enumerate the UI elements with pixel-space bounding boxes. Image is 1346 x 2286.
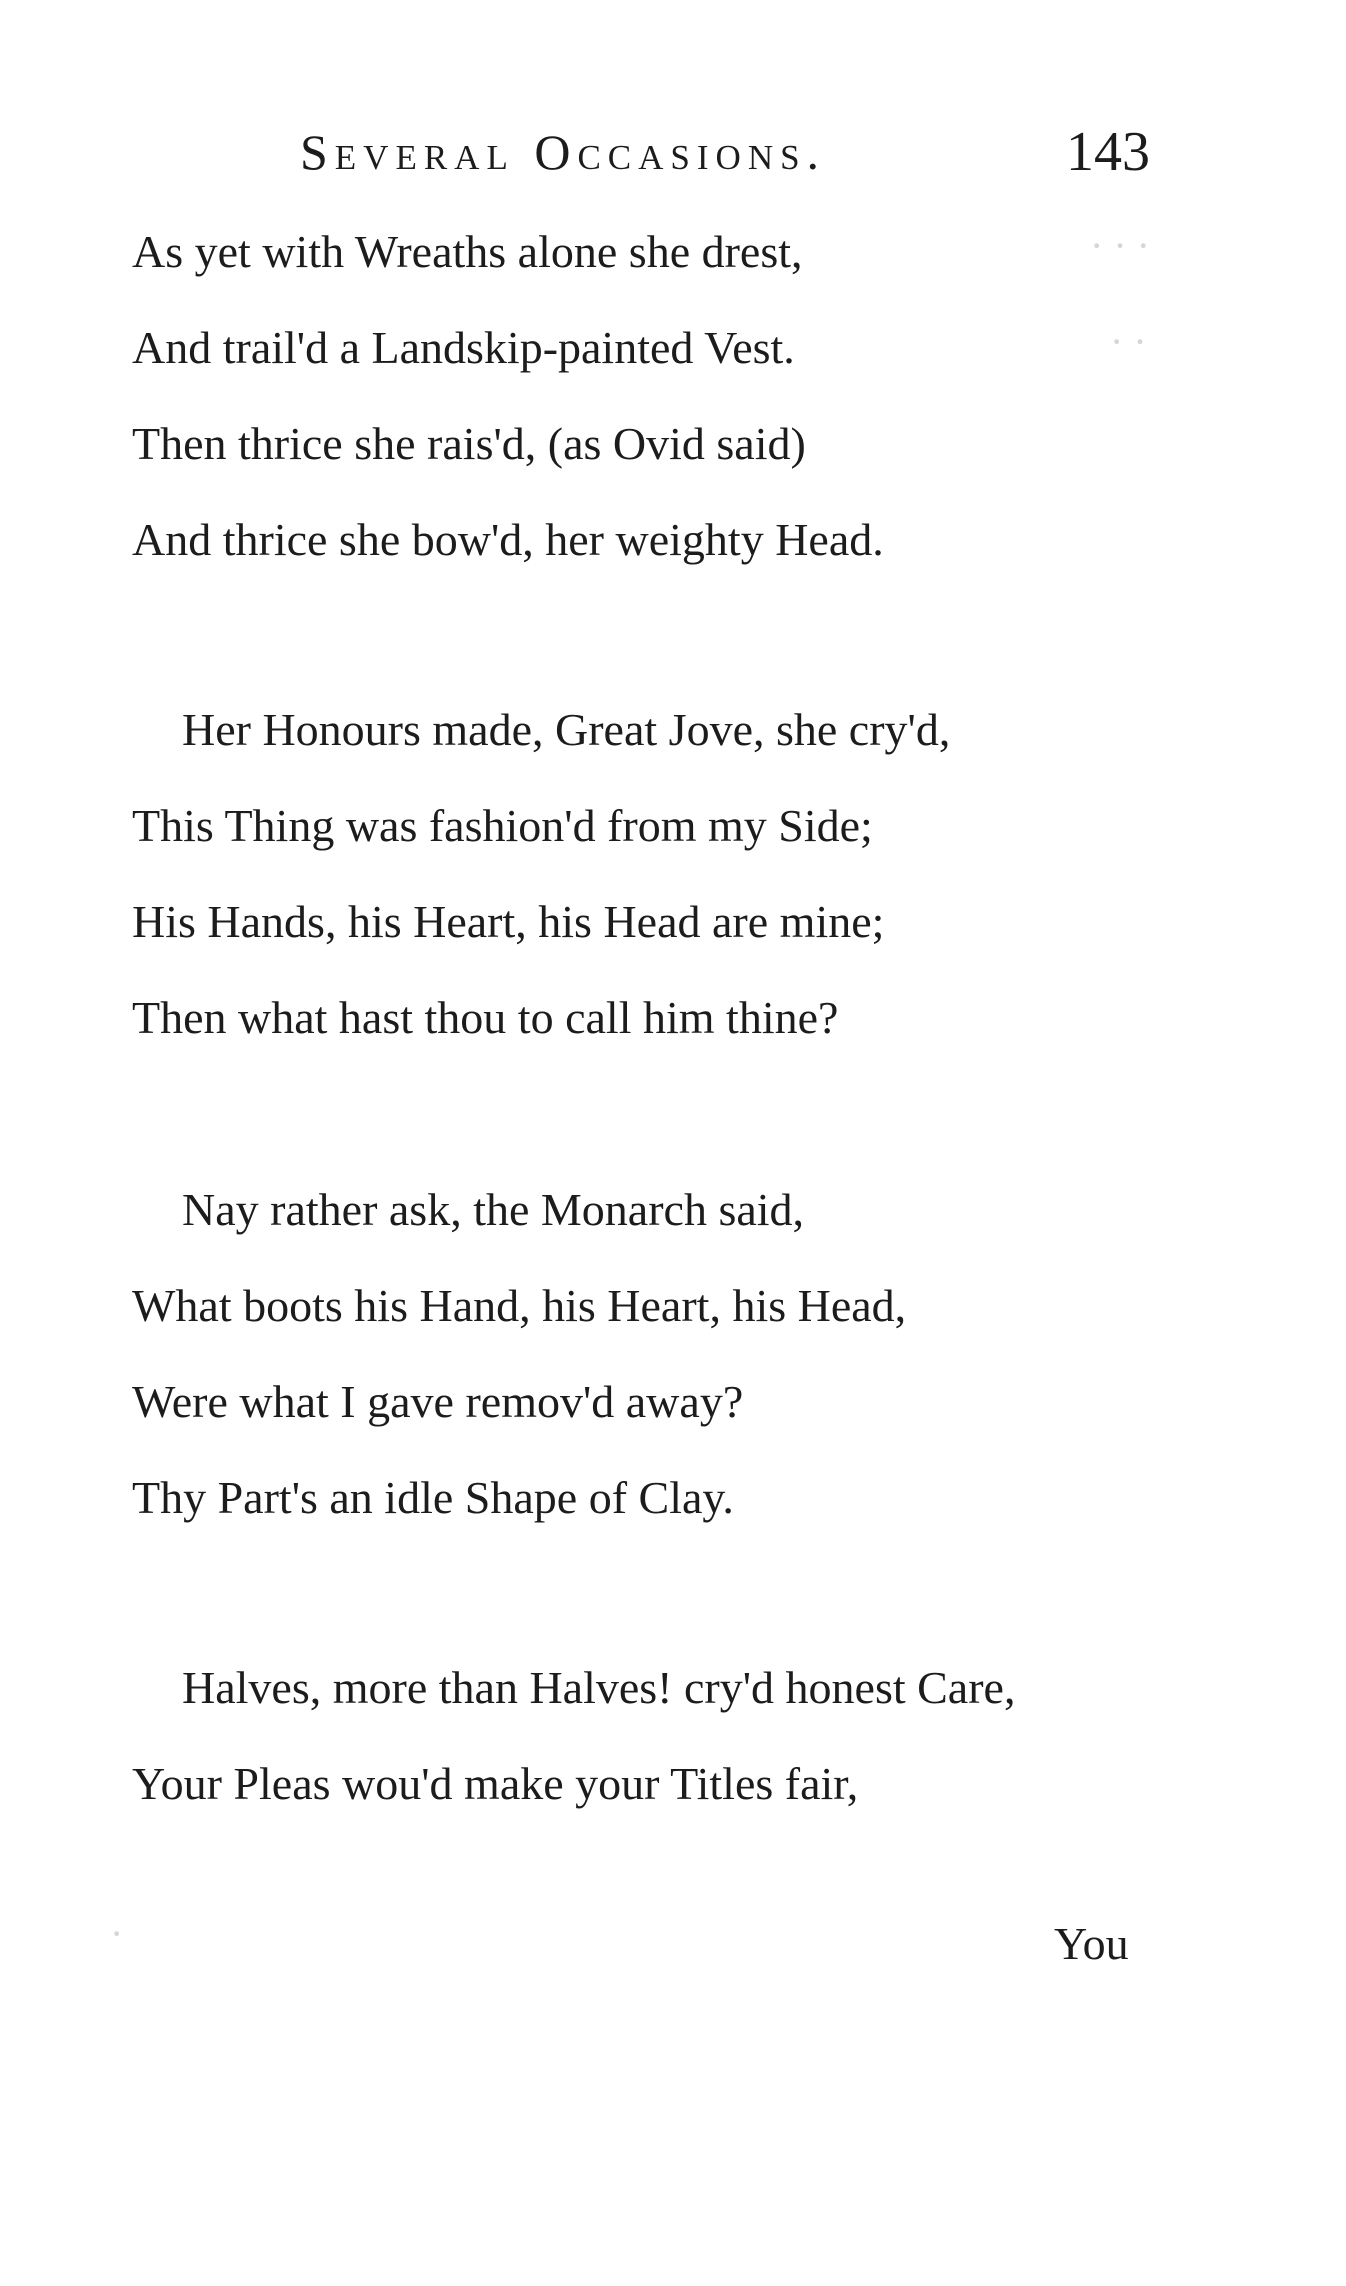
poem-line: What boots his Hand, his Heart, his Head,	[132, 1280, 907, 1331]
catchword: You	[1054, 1918, 1129, 1969]
poem-line: Were what I gave remov'd away?	[132, 1376, 744, 1427]
poem-line: Your Pleas wou'd make your Titles fair,	[132, 1758, 859, 1809]
poem-line: His Hands, his Heart, his Head are mine;	[132, 896, 885, 947]
poem-line: And trail'd a Landskip-painted Vest.	[132, 322, 795, 373]
poem-line: Then what hast thou to call him thine?	[132, 992, 839, 1043]
running-head	[0, 112, 1346, 192]
poem-line: Halves, more than Halves! cry'd honest Care,	[182, 1662, 1016, 1713]
running-title: Several Occasions.	[300, 124, 827, 180]
poem-line: Her Honours made, Great Jove, she cry'd,	[182, 704, 951, 755]
bleed-through-mark: · · ·	[1090, 223, 1150, 268]
poem-line: Then thrice she rais'd, (as Ovid said)	[132, 418, 806, 469]
poem-line: And thrice she bow'd, her weighty Head.	[132, 514, 884, 565]
bleed-through-mark: · ·	[1110, 319, 1147, 364]
poem-line: Nay rather ask, the Monarch said,	[182, 1184, 805, 1235]
poem-line: As yet with Wreaths alone she drest,	[132, 226, 803, 277]
poem-line: Thy Part's an idle Shape of Clay.	[132, 1472, 734, 1523]
bleed-through-mark: ·	[110, 1911, 124, 1956]
poem-line: This Thing was fashion'd from my Side;	[132, 800, 873, 851]
page-number: 143	[1066, 121, 1150, 183]
